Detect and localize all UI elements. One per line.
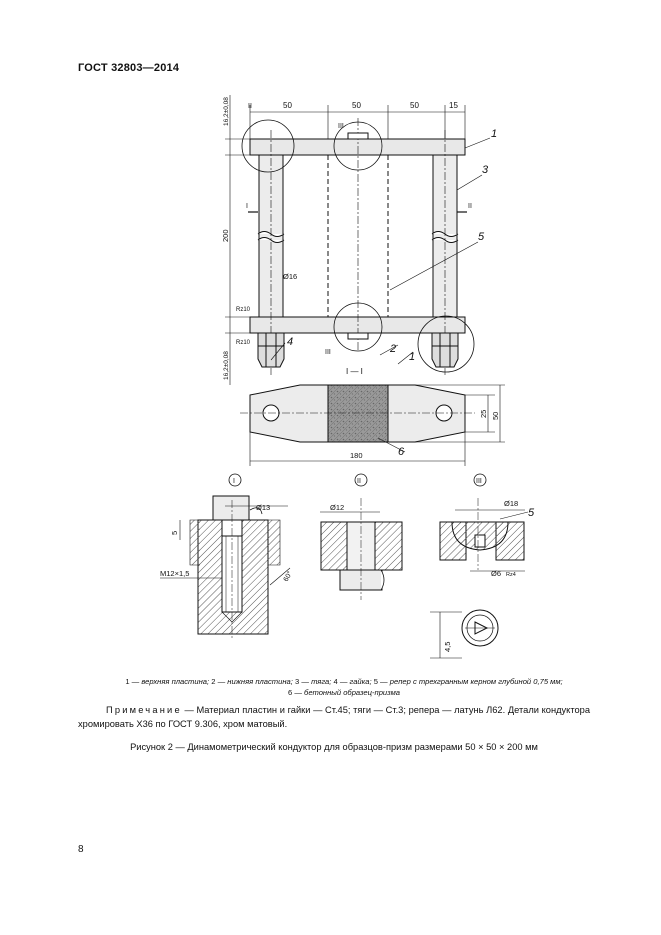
- page-number: 8: [78, 844, 84, 855]
- detail-iii-dia-outer: Ø18: [504, 499, 519, 508]
- roughness-top: Rz10: [236, 307, 251, 313]
- figure-legend: 1 — верхняя пластина; 2 — нижняя пластина; 3 — тяга; 4 — гайка; 5 — репер с трехгранным керном глубиной 0,75 мм; 6 — бетонный образец-призма: [125, 677, 563, 697]
- view-mark-ii: II: [248, 103, 252, 110]
- callout-3: 3: [482, 164, 489, 176]
- note-prefix: Примечание: [106, 705, 182, 715]
- section-mark-right: II: [468, 203, 472, 210]
- legend-text-4: гайка;: [349, 677, 372, 686]
- detail-i-depth: 5: [170, 530, 179, 535]
- callout-6: 6: [398, 446, 405, 458]
- left-nut: [258, 333, 284, 367]
- dim-top-3: 50: [410, 101, 419, 110]
- legend-num-5: 5: [373, 677, 378, 686]
- detail-iii-dia-inner: Ø6: [491, 569, 502, 578]
- detail-i-dia: Ø13: [256, 503, 271, 512]
- section-title: I — I: [346, 367, 363, 376]
- roughness-bottom: Rz10: [236, 340, 251, 346]
- dim-top-4: 15: [449, 101, 458, 110]
- legend-text-1: верхняя пластина;: [141, 677, 210, 686]
- dim-top-2: 50: [352, 101, 361, 110]
- dim-bottom-plate: 16,2±0,08: [223, 351, 230, 380]
- detail-i: [160, 474, 290, 640]
- detail-ii-label: II: [357, 478, 361, 485]
- detail-i-thread: M12×1,5: [160, 569, 190, 578]
- callout-2: 2: [390, 343, 397, 355]
- detail-iii-label: III: [476, 478, 482, 485]
- dim-rod-diameter: Ø16: [283, 272, 298, 281]
- detail-iii-callout-5: 5: [528, 507, 535, 519]
- dim-section-inner: 25: [479, 409, 488, 418]
- section-mark-left: I: [246, 203, 248, 210]
- top-plate: [250, 139, 465, 155]
- dim-height: 200: [221, 229, 230, 242]
- assembly-view: [225, 95, 490, 385]
- right-nut: [432, 333, 458, 367]
- legend-num-4: 4: [333, 677, 338, 686]
- concrete-prism-section: [328, 385, 388, 442]
- dim-section-outer: 50: [491, 411, 500, 420]
- section-view: [240, 385, 505, 466]
- dim-top-plate: 16,2±0,08: [223, 97, 230, 126]
- legend-text-6: бетонный образец-призма: [304, 688, 401, 697]
- figure-caption: Рисунок 2 — Динамометрический кондуктор для образцов-призм размерами 50 × 50 × 200 мм: [130, 742, 538, 752]
- legend-text-3: тяга;: [311, 677, 332, 686]
- callout-1-lower: 1: [409, 351, 416, 363]
- view-mark-iii-top: III: [338, 123, 344, 130]
- view-mark-iii-bottom: III: [325, 349, 331, 356]
- detail-iii-roughness: Rz4: [506, 572, 516, 578]
- callout-1: 1: [491, 128, 498, 140]
- figure-note: [78, 703, 590, 731]
- callout-5: 5: [478, 231, 485, 243]
- detail-i-angle: 60°: [282, 570, 295, 583]
- callout-4: 4: [287, 336, 294, 348]
- legend-text-2: нижняя пластина;: [227, 677, 293, 686]
- legend-text-5: репер с трехгранным керном глубиной 0,75 мм;: [389, 677, 563, 686]
- detail-ii-dia: Ø12: [330, 503, 345, 512]
- legend-num-2: 2: [211, 677, 216, 686]
- legend-num-6: 6: [287, 688, 293, 697]
- dim-top-1: 50: [283, 101, 292, 110]
- legend-num-1: 1: [125, 677, 130, 686]
- document-header: ГОСТ 32803—2014: [78, 62, 180, 74]
- dim-section-length: 180: [350, 451, 363, 460]
- note-text: — Материал пластин и гайки — Ст.45; тяги — Ст.3; репера — латунь Л62. Детали кондуктора хромировать Х36 по ГОСТ 9.306, хром матовый.: [78, 705, 590, 729]
- detail-ii: [320, 474, 402, 600]
- detail-iii-depth: 4,5: [443, 641, 452, 652]
- legend-num-3: 3: [295, 677, 300, 686]
- detail-i-label: I: [233, 478, 235, 485]
